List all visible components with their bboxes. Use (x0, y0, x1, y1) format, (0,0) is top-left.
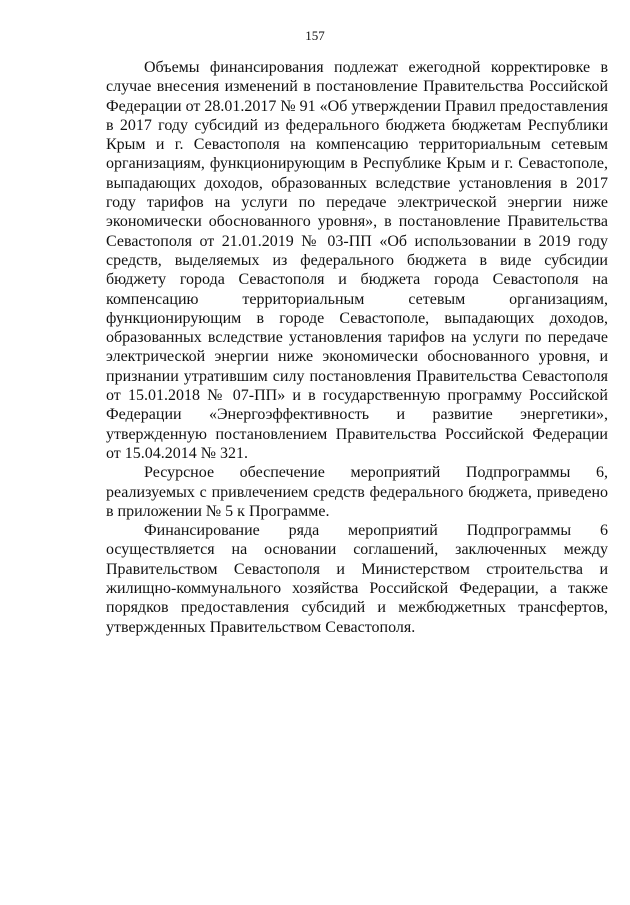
paragraph-resource-provision: Ресурсное обеспечение мероприятий Подпрограммы 6, реализуемых с привлечением средств федерального бюджета, приведено в приложении № 5 к Программе. (106, 464, 608, 520)
page-number: 157 (305, 28, 325, 43)
paragraph-funding-adjustment: Объемы финансирования подлежат ежегодной корректировке в случае внесения изменений в постановление Правительства Российской Федерации от 28.01.2017 № 91 «Об утверждении Правил предоставления в 2017 году субсидий из федерального бюджета бюджетам Республики Крым и г. Севастополя на компенсацию территориальным сетевым организациям, функционирующим в Республике Крым и г. Севастополе, выпадающих доходов, образованных вследствие установления в 2017 году тарифов на услуги по передаче электрической энергии ниже экономически обоснованного уровня», в постановление Правительства Севастополя от 21.01.2019 № 03-ПП «Об использовании в 2019 году средств, выделяемых из федерального бюджета в виде субсидии бюджету города Севастополя и бюджета города Севастополя на компенсацию территориальным сетевым организациям, функционирующим в городе Севастополе, выпадающих доходов, образованных вследствие установления тарифов на услуги по передаче электрической энергии ниже экономически обоснованного уровня, и признании утратившим силу постановления Правительства Севастополя от 15.01.2018 № 07-ПП» и в государственную программу Российской Федерации «Энергоэффективность и развитие энергетики», утвержденную постановлением Правительства Российской Федерации от 15.04.2014 № 321. (106, 59, 608, 462)
paragraph-financing-agreements: Финансирование ряда мероприятий Подпрограммы 6 осуществляется на основании соглашений, заключенных между Правительством Севастополя и Министерством строительства и жилищно-коммунального хозяйства Российской Федерации, а также порядков предоставления субсидий и межбюджетных трансфертов, утвержденных Правительством Севастополя. (106, 522, 608, 636)
document-body (106, 58, 608, 637)
